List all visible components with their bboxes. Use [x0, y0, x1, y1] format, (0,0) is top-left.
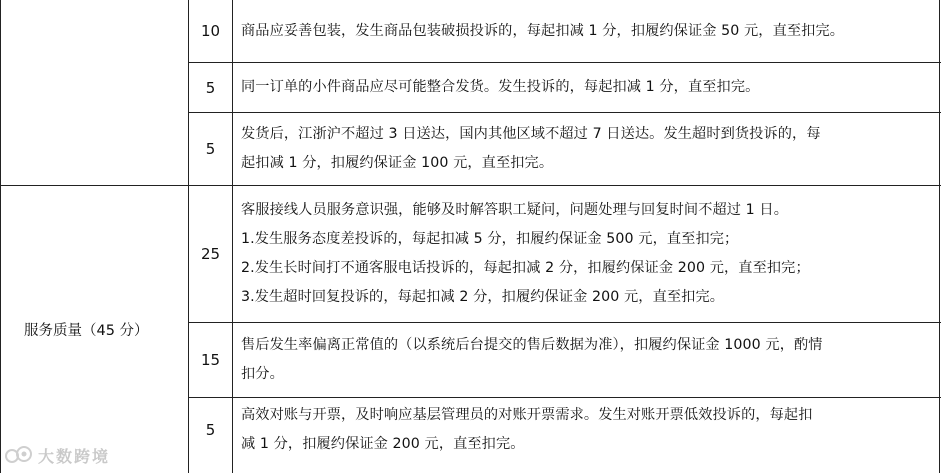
category-label: 服务质量（45 分） — [24, 323, 149, 339]
score-value: 10 — [200, 22, 221, 40]
score-cell — [189, 398, 232, 462]
description-line: 2.发生长时间打不通客服电话投诉的，每起扣减 2 分，扣履约保证金 200 元，直至扣完； — [241, 260, 810, 276]
description-line: 商品应妥善包装，发生商品包装破损投诉的，每起扣减 1 分，扣履约保证金 50 元，直至扣完。 — [241, 22, 845, 39]
score-cell — [189, 323, 232, 397]
score-cell — [189, 63, 232, 112]
score-value: 5 — [205, 78, 216, 97]
score-value: 25 — [200, 245, 221, 263]
description-cell — [233, 398, 941, 462]
score-value: 5 — [205, 421, 216, 439]
description-line: 发货后，江浙沪不超过 3 日送达，国内其他区域不超过 7 日送达。发生超时到货投诉的，每 — [241, 126, 821, 142]
score-cell — [189, 0, 232, 62]
description-line: 减 1 分，扣履约保证金 200 元，直至扣完。 — [241, 436, 525, 452]
score-cell — [189, 113, 232, 185]
description-cell — [233, 63, 941, 112]
watermark-logo-icon — [4, 442, 34, 468]
category-cell — [1, 186, 211, 473]
description-line: 售后发生率偏离正常值的（以系统后台提交的售后数据为准），扣履约保证金 1000 元，酌情 — [241, 337, 823, 353]
description-cell — [233, 0, 941, 62]
description-line: 1.发生服务态度差投诉的，每起扣减 5 分，扣履约保证金 500 元，直至扣完； — [241, 231, 739, 247]
description-line: 起扣减 1 分，扣履约保证金 100 元，直至扣完。 — [241, 155, 554, 171]
score-value: 15 — [200, 351, 221, 369]
watermark-text: 大数跨境 — [38, 446, 111, 466]
description-cell — [233, 323, 941, 397]
description-cell — [233, 186, 941, 322]
description-cell — [233, 113, 941, 185]
description-line: 同一订单的小件商品应尽可能整合发货。发生投诉的，每起扣减 1 分，直至扣完。 — [241, 79, 760, 95]
description-line: 客服接线人员服务意识强，能够及时解答职工疑问，问题处理与回复时间不超过 1 日。 — [241, 202, 788, 218]
score-cell — [189, 186, 232, 322]
watermark — [4, 440, 110, 470]
description-line: 扣分。 — [241, 366, 284, 382]
score-value: 5 — [205, 140, 216, 158]
description-line: 高效对账与开票，及时响应基层管理员的对账开票需求。发生对账开票低效投诉的，每起扣 — [241, 407, 813, 423]
description-line: 3.发生超时回复投诉的，每起扣减 2 分，扣履约保证金 200 元，直至扣完。 — [241, 289, 725, 305]
